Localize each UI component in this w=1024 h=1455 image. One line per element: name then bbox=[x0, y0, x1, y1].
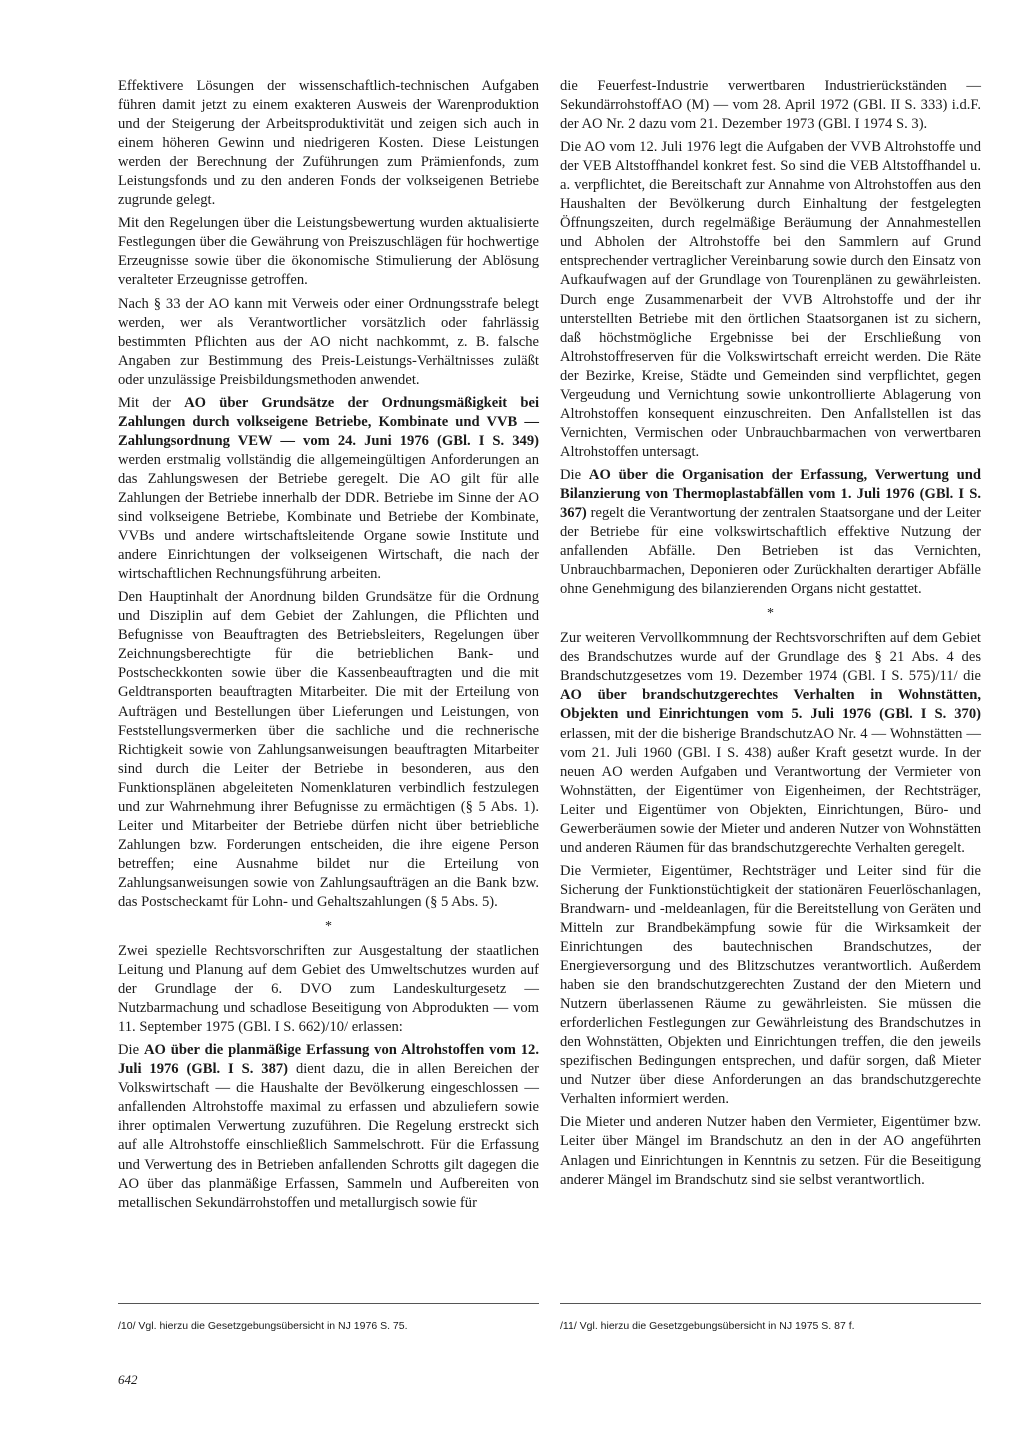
paragraph-body: regelt die Verantwortung der zentralen Staatsorgane und der Leiter der Betriebe für eine volkswirtschaftlich effektive Nutzung der anfallenden Abfälle. Den Betrieben ist das Vernichten, Unbrauchbarmachen, Deponieren oder Zurückhalten derartiger Abfälle ohne Genehmigung des bilanzierenden Organs nicht gestattet. bbox=[560, 505, 981, 598]
paragraph bbox=[560, 629, 981, 858]
paragraph bbox=[118, 1041, 539, 1212]
regulation-title: AO über brandschutzgerechtes Verhalten in Wohnstätten, Objekten und Einrichtungen vom 5. Juli 1976 (GBl. I S. 370) bbox=[560, 687, 981, 723]
regulation-title: AO über die planmäßige Erfassung von Altrohstoffen vom 12. Juli 1976 (GBl. I S. 387) bbox=[118, 1042, 539, 1078]
section-separator: * bbox=[767, 606, 774, 622]
footnote-right: /11/ Vgl. hierzu die Gesetzgebungsübersicht in NJ 1975 S. 87 f. bbox=[560, 1320, 855, 1332]
paragraph: Die Mieter und anderen Nutzer haben den Vermieter, Eigentümer bzw. Leiter über Mängel im Brandschutz an den in der AO angeführten Anlagen und Einrichtungen in Kenntnis zu setzen. Für die Beseitigung anderer Mängel im Brandschutz sind sie selbst verantwortlich. bbox=[560, 1114, 981, 1188]
paragraph: Die Vermieter, Eigentümer, Rechtsträger und Leiter sind für die Sicherung der Funktionstüchtigkeit der stationären Feuerlöschanlagen, Brandwarn- und -meldeanlagen, für die Bereitstellung von Geräten und Mitteln zur Brandbekämpfung sowie für die Wirksamkeit der Einrichtungen des bautechnischen Brandschutzes, der Energieversorgung und des Blitzschutzes verantwortlich. Außerdem haben sie den brandschutzgerechten Zustand der den Mietern und Nutzern überlassenen Räume zu gewährleisten. Sie müssen die erforderlichen Festlegungen zur Gewährleistung des Brandschutzes in den Wohnstätten, Objekten und Einrichtungen treffen, die den jeweils spezifischen Bedingungen entsprechen, und dafür sorgen, daß Mieter und Nutzer über diese Anforderungen an das brandschutzgerechte Verhalten informiert werden. bbox=[560, 862, 981, 1108]
regulation-title: AO über die Organisation der Erfassung, Verwertung und Bilanzierung von Thermoplastabfällen vom 1. Juli 1976 (GBl. I S. 367) bbox=[560, 466, 981, 522]
paragraph: Den Hauptinhalt der Anordnung bilden Grundsätze für die Ordnung und Disziplin auf dem Gebiet der Zahlungen, die Pflichten und Befugnisse von Beauftragten des Betriebsleiters, Regelungen über Zeichnungsberechtigte für die betrieblichen Bank- und Postscheckkonten sowie über die Kassenbeauftragten und die mit Geldtransporten beauftragten Mitarbeiter. Die mit der Erteilung von Aufträgen und Bestellungen über Lieferungen und Leistungen, von Feststellungsvermerken über die sachliche und die rechnerische Richtigkeit sowie von Zahlungsanweisungen beauftragten Mitarbeiter sind durch die Leiter der Betriebe in besonderen, aus den Funktionsplänen abgeleiteten Nomenklaturen verbindlich festzulegen und zur Wahrnehmung ihrer Befugnisse zu ermächtigen (§ 5 Abs. 1). Leiter und Mitarbeiter der Betriebe dürfen nicht über betriebliche Zahlungen bzw. Forderungen entscheiden, die ihre eigene Person betreffen; eine Ausnahme bildet nur die Erteilung von Zahlungsanweisungen sowie von Zahlungsaufträgen an die Bank bzw. das Postscheckamt für Lohn- und Gehaltszahlungen (§ 5 Abs. 5). bbox=[118, 589, 539, 910]
footnote-left: /10/ Vgl. hierzu die Gesetzgebungsübersicht in NJ 1976 S. 75. bbox=[118, 1320, 408, 1332]
footnote-divider bbox=[118, 1303, 539, 1304]
regulation-title: AO über Grundsätze der Ordnungsmäßigkeit bei Zahlungen durch volkseigene Betriebe, Kombinate und VVB — Zahlungsordnung VEW — vom 24. Juni 1976 (GBl. I S. 349) bbox=[118, 394, 540, 449]
paragraph-body: werden erstmalig vollständig die allgemeingültigen Anforderungen an das Zahlungswesen der Betriebe geregelt. Die AO gilt für alle Zahlungen der Betriebe innerhalb der DDR. Betriebe im Sinne der AO sind volkseigene Betriebe, Kombinate und Betriebe der Kombinate, VVBs und andere wirtschaftsleitende Organe sowie Institute und andere Einrichtungen der volkseigenen Wirtschaft, die nach der wirtschaftlichen Rechnungsführung arbeiten. bbox=[118, 451, 539, 583]
paragraph: Die AO vom 12. Juli 1976 legt die Aufgaben der VVB Altrohstoffe und der VEB Altstoffhandel konkret fest. So sind die VEB Altstoffhandel u. a. verpflichtet, die Bereitschaft zur Annahme von Altrohstoffen aus den Haushalten der Bevölkerung durch Einhaltung der festgelegten Öffnungszeiten, durch regelmäßige Beräumung der Annahmestellen und Abholen der Altrohstoffe bei den Sammlern auf Grund entsprechender vertraglicher Vereinbarung sowie durch den Einsatz von Aufkaufwagen auf der Grundlage von Tourenplänen zu gewährleisten. Durch enge Zusammenarbeit der VVB Altrohstoffe und der ihr unterstellten Betriebe mit den örtlichen Staatsorganen ist zu sichern, daß höchstmögliche Ergebnisse bei der Erschließung von Altrohstoffreserven für die Volkswirtschaft erreicht werden. Die Räte der Bezirke, Kreise, Städte und Gemeinden sind verpflichtet, gegen Vergeudung und Vernichtung sowie unkontrollierte Ablagerung von Altrohstoffen konsequent einzuschreiten. Den Anfallstellen ist das Vernichten, Vermischen oder Unbrauchbarmachen von verwertbaren Altrohstoffen untersagt. bbox=[560, 139, 981, 460]
left-column bbox=[118, 77, 539, 1217]
right-column bbox=[560, 77, 981, 1194]
paragraph bbox=[560, 466, 981, 599]
paragraph: Effektivere Lösungen der wissenschaftlich-technischen Aufgaben führen damit jetzt zu einem exakteren Ausweis der Warenproduktion und der Steigerung der Arbeitsproduktivität und zeigen sich auch in einem höheren Gewinn und niedrigeren Kosten. Diese Leistungen werden der Berechnung der Zuführungen zum Prämienfonds, zum Leistungsfonds und zu den anderen Fonds der volkseigenen Betriebe zugrunde gelegt. bbox=[118, 78, 539, 209]
paragraph bbox=[118, 394, 539, 584]
paragraph-body: dient dazu, die in allen Bereichen der Volkswirtschaft — die Haushalte der Bevölkerung eingeschlossen — anfallenden Altrohstoffe maximal zu erfassen und abzuliefern sowie ihrer optimalen Verwertung zuzuführen. Die Regelung erstreckt sich auf alle Altrohstoffe einschließlich Sammelschrott. Für die Erfassung und Verwertung des in Betrieben anfallenden Schrotts gilt dagegen die AO über das planmäßige Erfassen, Sammeln und Aufbereiten von metallischen Sekundärrohstoffen und metallurgisch sowie für bbox=[118, 1061, 540, 1211]
page-number: 642 bbox=[118, 1372, 138, 1387]
footnote-divider bbox=[560, 1303, 981, 1304]
paragraph-lead: Mit der bbox=[118, 394, 171, 411]
paragraph-lead: Die bbox=[118, 1042, 140, 1059]
paragraph-lead: Zur weiteren Vervollkommnung der Rechtsvorschriften auf dem Gebiet des Brandschutzes wurde auf der Grundlage des § 21 Abs. 4 des Brandschutzgesetzes vom 19. Dezember 1974 (GBl. I S. 575)/11/ die bbox=[560, 630, 981, 685]
paragraph: Nach § 33 der AO kann mit Verweis oder einer Ordnungsstrafe belegt werden, wer als Verantwortlicher vorsätzlich oder fahrlässig bestimmten Pflichten aus der AO nicht nachkommt, z. B. falsche Angaben zur Bestimmung des Preis-Leistungs-Verhältnisses zuläßt oder unzulässige Preisbildungsmethoden anwendet. bbox=[118, 295, 539, 388]
paragraph: die Feuerfest-Industrie verwertbaren Industrierückständen — SekundärrohstoffAO (M) — vom 28. April 1972 (GBl. II S. 333) i.d.F. der AO Nr. 2 dazu vom 21. Dezember 1973 (GBl. I 1974 S. 3). bbox=[560, 78, 981, 133]
section-separator: * bbox=[325, 919, 332, 935]
paragraph: Zwei spezielle Rechtsvorschriften zur Ausgestaltung der staatlichen Leitung und Planung auf dem Gebiet des Umweltschutzes wurden auf der Grundlage der 6. DVO zum Landeskulturgesetz — Nutzbarmachung und schadlose Beseitigung von Abprodukten — vom 11. September 1975 (GBl. I S. 662)/10/ erlassen: bbox=[118, 943, 539, 1036]
paragraph-body: erlassen, mit der die bisherige BrandschutzAO Nr. 4 — Wohnstätten — vom 21. Juli 1960 (GBl. I S. 438) außer Kraft gesetzt wurde. In der neuen AO werden Aufgaben und Verantwortung der Vermieter von Wohnstätten, der Eigentümer von Eigenheimen, der Rechtsträger, Leiter und Eigentümer von Objekten, Einrichtungen, Büro- und Gewerberäumen sowie der Mieter und anderen Nutzer von Wohnstätten und anderen Räumen für das brandschutzgerechte Verhalten geregelt. bbox=[560, 725, 981, 856]
paragraph-lead: Die bbox=[560, 466, 582, 483]
paragraph: Mit den Regelungen über die Leistungsbewertung wurden aktualisierte Festlegungen über die Gewährung von Preiszuschlägen für hochwertige Erzeugnisse sowie über die ökonomische Stimulierung der Ablösung veralteter Erzeugnisse getroffen. bbox=[118, 215, 539, 289]
